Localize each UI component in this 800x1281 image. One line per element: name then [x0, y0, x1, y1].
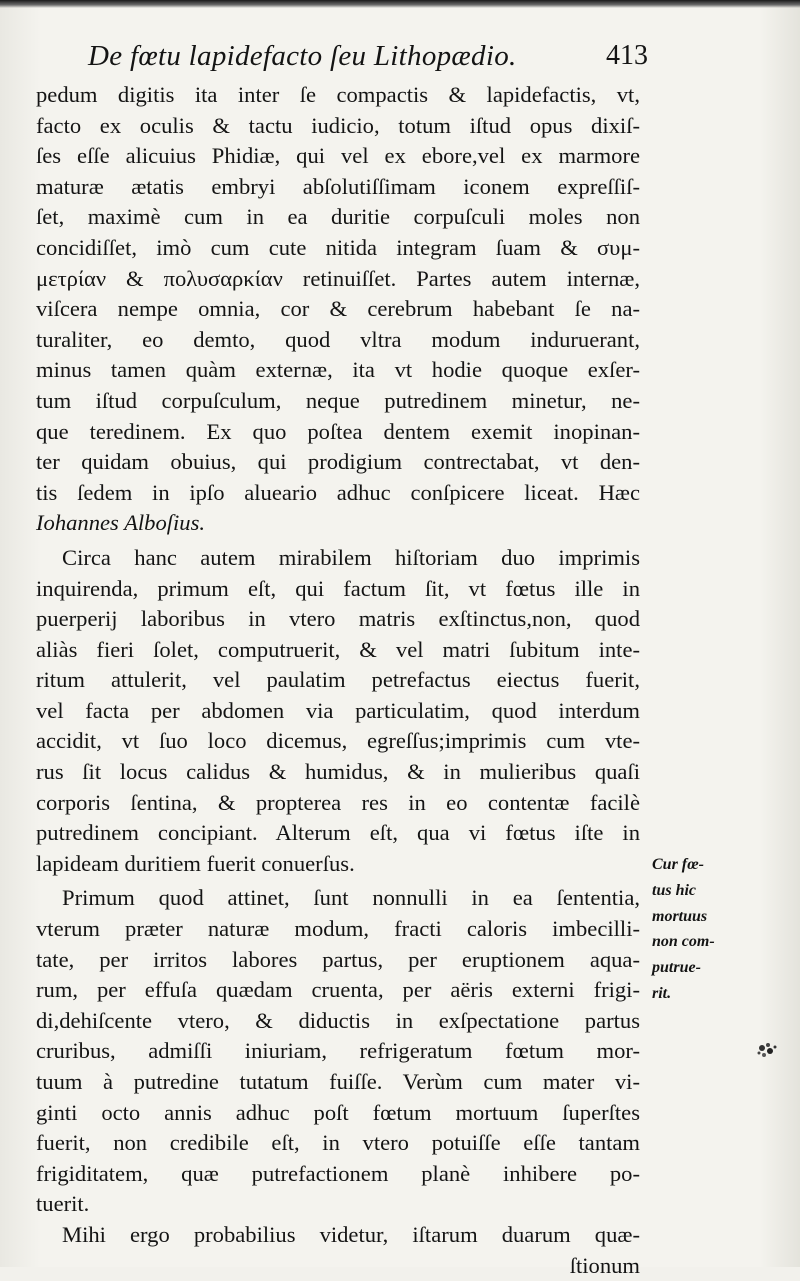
margin-note-line: putrue- [652, 959, 701, 977]
text-line: Circa hanc autem mirabilem hiſtoriam duo imprimis [62, 544, 640, 570]
text-line: ter quidam obuius, qui prodigium contrectabat, vt den- [36, 449, 640, 475]
margin-note-line: Cur fœ- [652, 856, 705, 873]
text-line: facto ex oculis & tactu iudicio, totum iſtud opus dixiſ- [36, 112, 640, 138]
text-line: cruribus, admiſſi iniuriam, refrigeratum fœtum mor- [36, 1038, 640, 1064]
text-line: maturæ ætatis embryi abſolutiſſimam iconem expreſſiſ- [36, 173, 640, 199]
text-line: ſes eſſe alicuius Phidiæ, qui vel ex ebore,vel ex marmore [36, 143, 640, 169]
catchword: ſtionum [569, 1252, 640, 1278]
text-line: rus ſit locus calidus & humidus, & in mulieribus quaſi [36, 759, 640, 785]
text-line: rum, per effuſa quædam cruenta, per aëris externi frigi- [36, 977, 640, 1003]
text-line: ſet, maximè cum in ea duritie corpuſculi moles non [36, 204, 640, 230]
margin-note-line: rit. [652, 984, 672, 1002]
text-line: fuerit, non credibile eſt, in vtero potuiſſe eſſe tantam [36, 1130, 640, 1156]
text-line: Iohannes Alboſius. [36, 510, 206, 536]
page-number: 413 [606, 40, 648, 71]
margin-note-line: non com- [652, 933, 715, 951]
text-line: aliàs fieri ſolet, computruerit, & vel matri ſubitum inte- [36, 636, 640, 662]
text-line: tis ſedem in ipſo alueario adhuc conſpicere liceat. Hæc [36, 479, 640, 505]
running-title: De fœtu lapidefacto ſeu Lithopædio. [88, 40, 517, 72]
text-line: que teredinem. Ex quo poſtea dentem exemit inopinan- [36, 418, 640, 444]
text-line: corporis ſentina, & propterea res in eo contentæ facilè [36, 789, 640, 815]
margin-note-line: tus hic [652, 881, 697, 899]
text-line: μετρίαν & πολυσαρκίαν retinuiſſet. Partes autem internæ, [36, 265, 640, 291]
text-line: tuum à putredine tutatum fuiſſe. Verùm cum mater vi- [36, 1069, 640, 1094]
text-line: concidiſſet, imò cum cute nitida integram ſuam & συμ- [36, 234, 640, 260]
text-line: ginti octo annis adhuc poſt fœtum mortuum ſuperſtes [36, 1099, 640, 1125]
text-line: vel facta per abdomen via particulatim, quod interdum [36, 697, 640, 723]
text-line: puerperij laboribus in vtero matris exſtinctus,non, quod [36, 606, 640, 632]
text-line: vterum præter naturæ modum, fracti caloris imbecilli- [36, 916, 640, 942]
text-line: turaliter, eo demto, quod vltra modum induruerant, [36, 326, 640, 352]
text-line: viſcera nempe omnia, cor & cerebrum habebant ſe na- [36, 296, 640, 322]
text-line: frigiditatem, quæ putrefactionem planè inhibere po- [36, 1160, 640, 1186]
text-line: accidit, vt ſuo loco dicemus, egreſſus;imprimis cum vte- [36, 728, 640, 754]
text-line: Primum quod attinet, ſunt nonnulli in ea ſententia, [62, 885, 640, 911]
text-line: di,dehiſcente vtero, & diductis in exſpectatione partus [36, 1007, 640, 1033]
text-line: tate, per irritos labores partus, per eruptionem aqua- [36, 946, 640, 972]
page-header [88, 36, 648, 76]
margin-note [652, 852, 744, 1007]
text-line: inquirenda, primum eſt, qui factum ſit, vt fœtus ille in [36, 575, 640, 601]
text-line: tuerit. [36, 1191, 90, 1217]
text-line: pedum digitis ita inter ſe compactis & lapidefactis, vt, [36, 82, 640, 107]
ink-stain [752, 1036, 782, 1064]
text-line: minus tamen quàm externæ, ita vt hodie quoque exſer- [36, 357, 640, 383]
page-top-shadow [0, 0, 800, 8]
main-text [36, 80, 640, 1281]
text-line: putredinem concipiant. Alterum eſt, qua vi fœtus iſte in [36, 820, 640, 846]
text-line: lapideam duritiem fuerit conuerſus. [36, 850, 355, 876]
margin-note-line: mortuus [652, 907, 708, 925]
text-line: Mihi ergo probabilius videtur, iſtarum duarum quæ- [62, 1221, 640, 1247]
text-line: ritum attulerit, vel paulatim petrefactus eiectus fuerit, [36, 667, 640, 693]
text-line: tum iſtud corpuſculum, neque putredinem minetur, ne- [36, 387, 640, 413]
